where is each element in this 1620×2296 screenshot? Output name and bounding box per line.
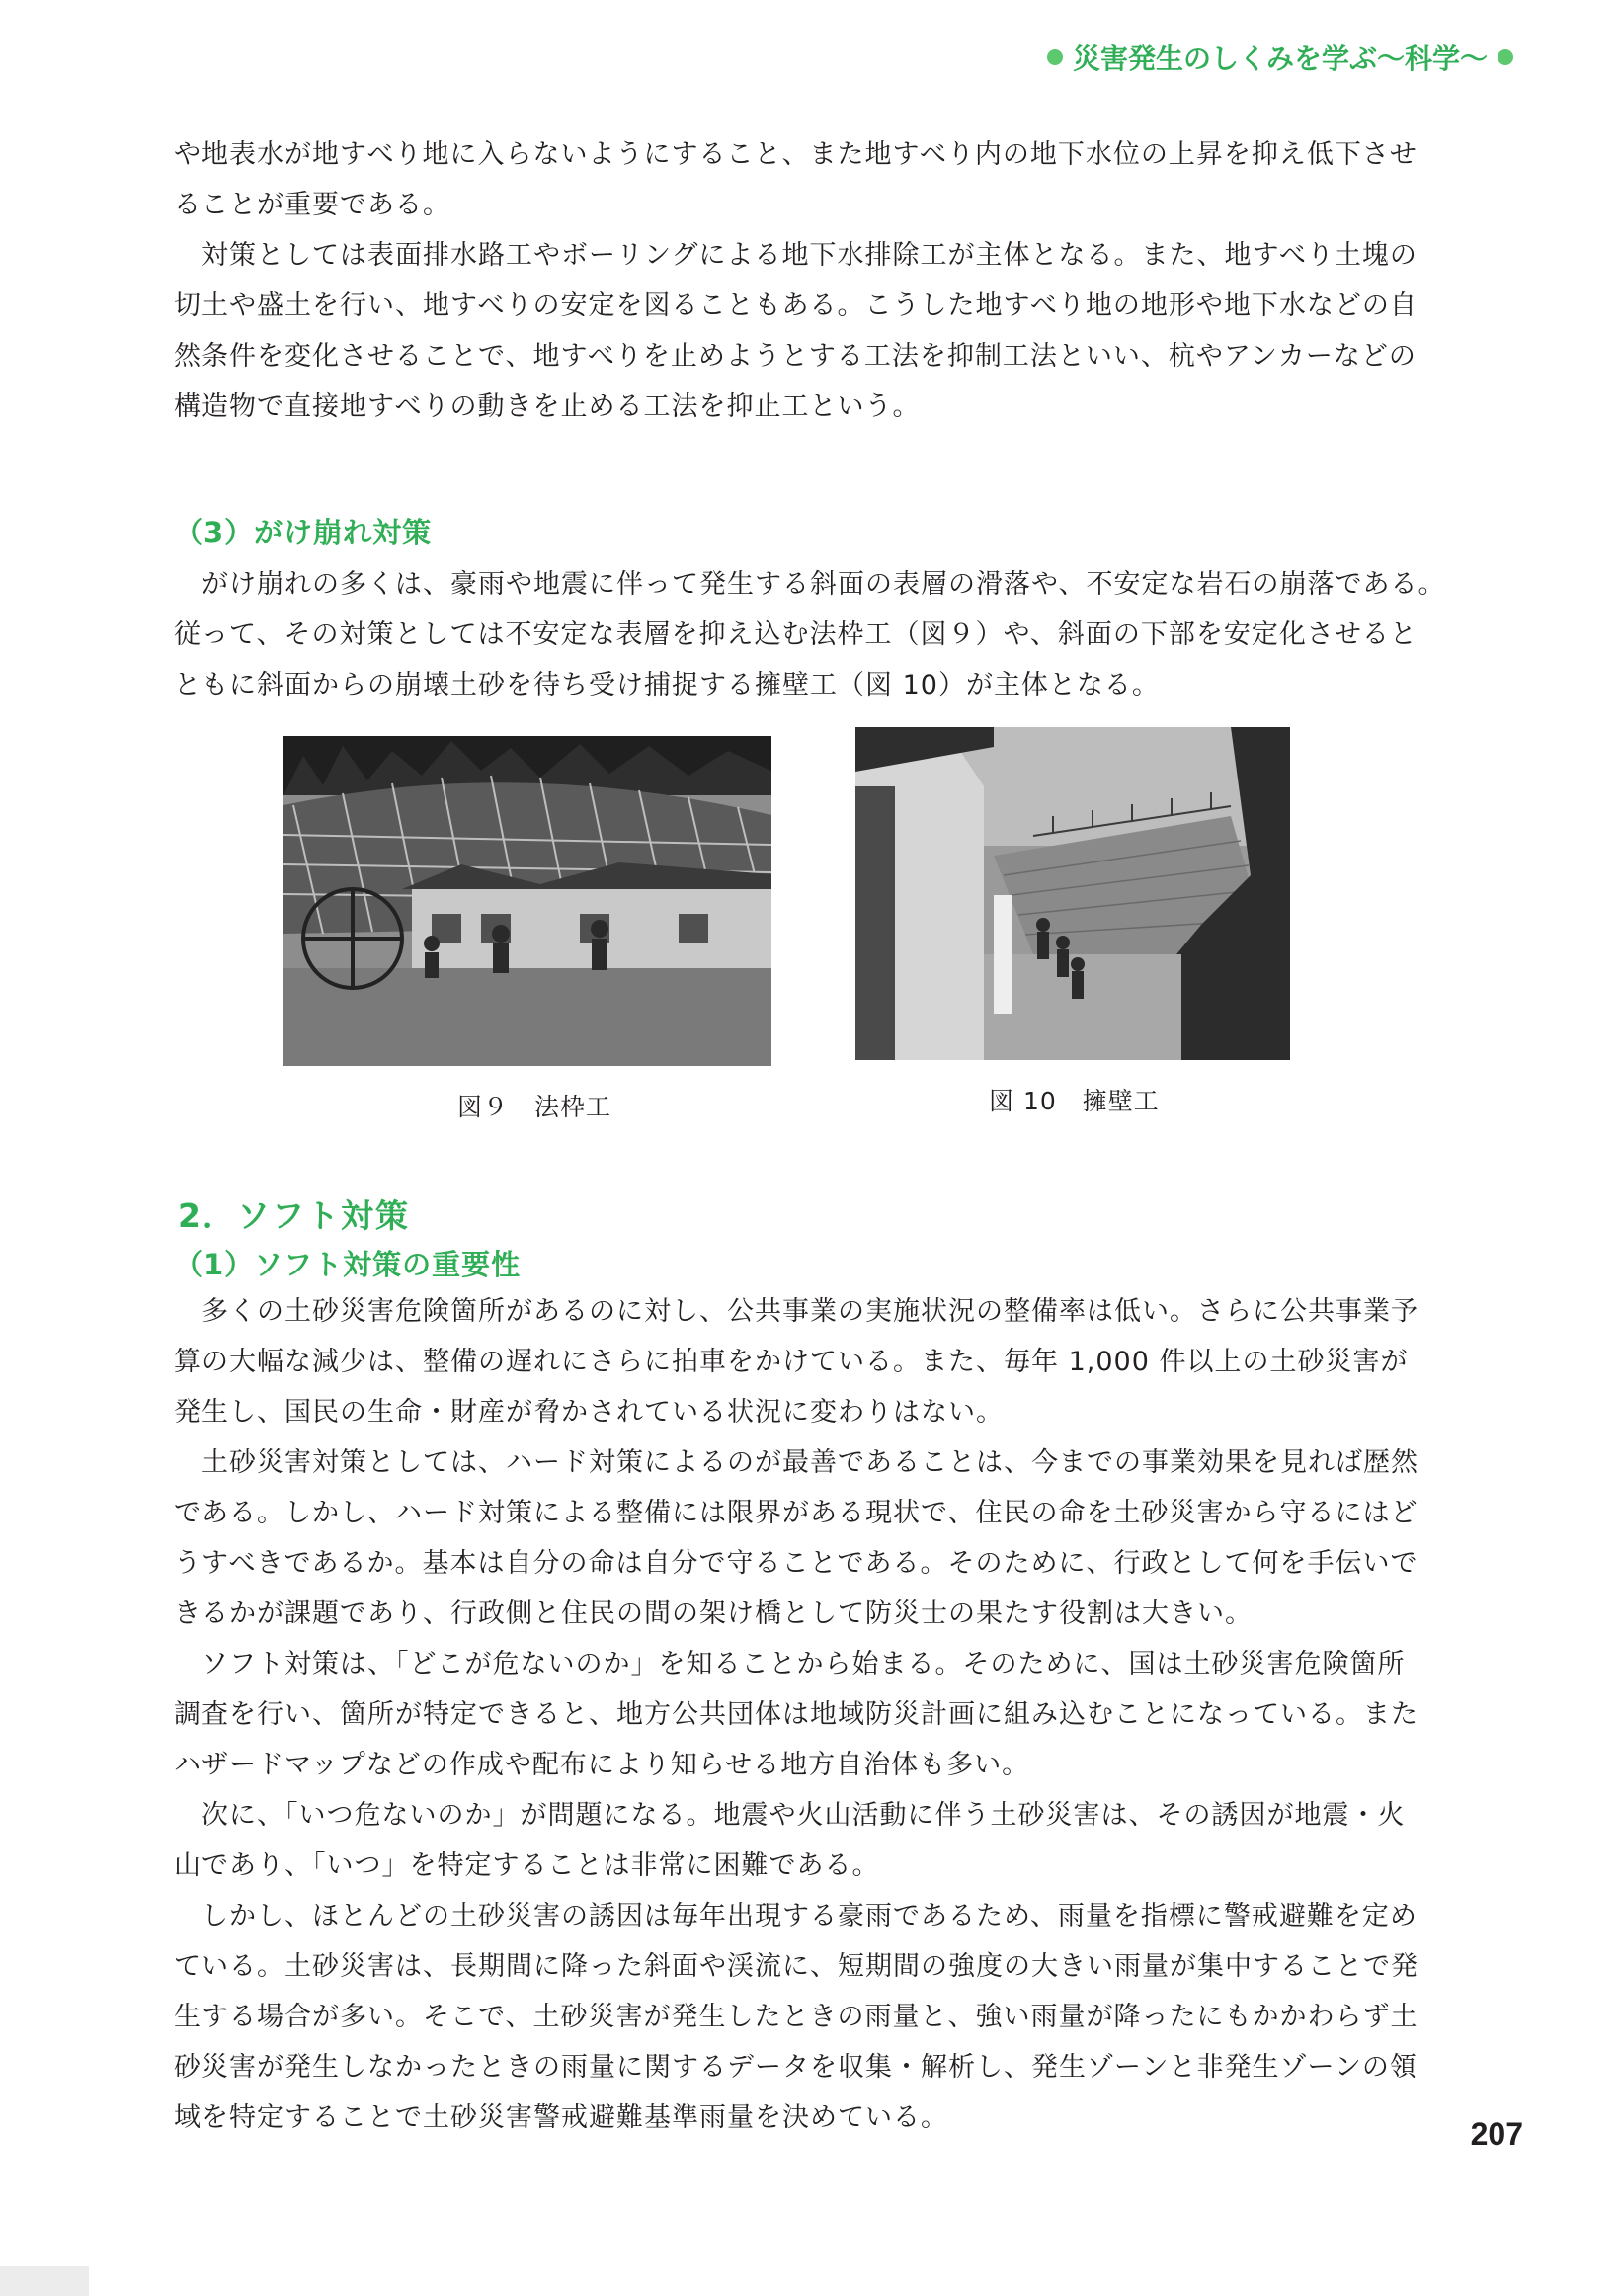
- text-line: 切土や盛土を行い、地すべりの安定を図ることもある。こうした地すべり地の地形や地下水などの自: [174, 290, 1418, 321]
- section-heading-soft-measures: 2．ソフト対策: [178, 1196, 410, 1235]
- text-line: 多くの土砂災害危険箇所があるのに対し、公共事業の実施状況の整備率は低い。さらに公共事業予: [174, 1296, 1418, 1327]
- text-line: ともに斜面からの崩壊土砂を待ち受け捕捉する擁壁工（図 10）が主体となる。: [174, 670, 1160, 700]
- text-line: 然条件を変化させることで、地すべりを止めようとする工法を抑制工法といい、杭やアンカーなどの: [174, 341, 1417, 371]
- text-line: ている。土砂災害は、長期間に降った斜面や渓流に、短期間の強度の大きい雨量が集中することで発: [174, 1951, 1418, 1982]
- text-line: 土砂災害対策としては、ハード対策によるのが最善であることは、今までの事業効果を見れば歴然: [174, 1447, 1418, 1478]
- page-number: 207: [1470, 2116, 1523, 2152]
- text-line: うすべきであるか。基本は自分の命は自分で守ることである。そのために、行政として何を手伝いで: [174, 1548, 1418, 1579]
- text-line: である。しかし、ハード対策による整備には限界がある現状で、住民の命を土砂災害から守るにはど: [174, 1498, 1418, 1528]
- text-line: 対策としては表面排水路工やボーリングによる地下水排除工が主体となる。また、地すべり土塊の: [174, 240, 1418, 271]
- scan-edge: [0, 2266, 89, 2296]
- text-line: 従って、その対策としては不安定な表層を抑え込む法枠工（図９）や、斜面の下部を安定化させると: [174, 619, 1418, 650]
- soft-measures-paragraph: [174, 1286, 1420, 2143]
- text-line: 調査を行い、箇所が特定できると、地方公共団体は地域防災計画に組み込むことになっている。また: [174, 1699, 1418, 1730]
- text-line: 域を特定することで土砂災害警戒避難基準雨量を決めている。: [174, 2102, 948, 2133]
- text-line: 算の大幅な減少は、整備の遅れにさらに拍車をかけている。また、毎年 1,000 件以上の土砂災害が: [174, 1347, 1409, 1377]
- running-header: [1047, 38, 1513, 77]
- text-line: 砂災害が発生しなかったときの雨量に関するデータを収集・解析し、発生ゾーンと非発生ゾーンの領: [174, 2052, 1418, 2083]
- running-title: 災害発生のしくみを学ぶ〜科学〜: [1072, 42, 1488, 75]
- figure-10-caption: 図 10 擁壁工: [989, 1087, 1160, 1115]
- landslide-paragraph: [174, 129, 1420, 432]
- cliff-failure-paragraph: [174, 559, 1446, 710]
- figure-9-caption: 図９ 法枠工: [457, 1093, 612, 1121]
- text-line: 生する場合が多い。そこで、土砂災害が発生したときの雨量と、強い雨量が降ったにもかかわらず土: [174, 2002, 1418, 2032]
- figure-10-photo: [855, 727, 1290, 1060]
- text-line: 発生し、国民の生命・財産が脅かされている状況に変わりはない。: [174, 1397, 1004, 1428]
- text-line: がけ崩れの多くは、豪雨や地震に伴って発生する斜面の表層の滑落や、不安定な岩石の崩落である。: [174, 569, 1446, 600]
- text-line: きるかが課題であり、行政側と住民の間の架け橋として防災士の果たす役割は大きい。: [174, 1599, 1253, 1629]
- text-line: ハザードマップなどの作成や配布により知らせる地方自治体も多い。: [174, 1750, 1030, 1780]
- figure-9-photo: [284, 736, 771, 1066]
- text-line: 構造物で直接地すべりの動きを止める工法を抑止工という。: [174, 391, 921, 422]
- text-line: ソフト対策は、「どこが危ないのか」を知ることから始まる。そのために、国は土砂災害危険箇所: [174, 1649, 1406, 1680]
- text-line: しかし、ほとんどの土砂災害の誘因は毎年出現する豪雨であるため、雨量を指標に警戒避難を定め: [174, 1901, 1418, 1931]
- text-line: ることが重要である。: [174, 190, 450, 220]
- bullet-dot-icon: [1498, 49, 1513, 65]
- text-line: や地表水が地すべり地に入らないようにすること、また地すべり内の地下水位の上昇を抑え低下させ: [174, 139, 1418, 170]
- text-line: 山であり、「いつ」を特定することは非常に困難である。: [174, 1850, 880, 1881]
- section-heading-cliff-failure: （3）がけ崩れ対策: [174, 516, 433, 549]
- bullet-dot-icon: [1047, 49, 1063, 65]
- subsection-heading-importance: （1）ソフト対策の重要性: [174, 1248, 522, 1281]
- text-line: 次に、「いつ危ないのか」が問題になる。地震や火山活動に伴う土砂災害は、その誘因が地震・火: [174, 1800, 1406, 1831]
